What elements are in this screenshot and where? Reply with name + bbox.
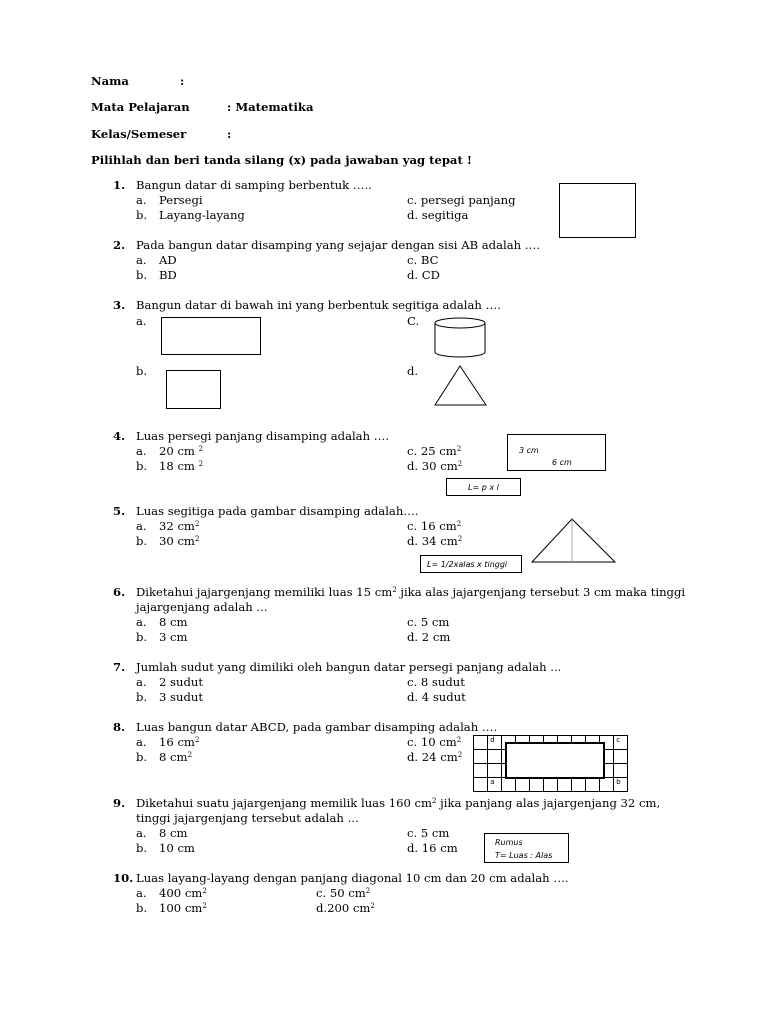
- q3-text: Bangun datar di bawah ini yang berbentuk segitiga adalah ….: [136, 298, 501, 312]
- q10-b-option: 100 $cm^2$: [159, 901, 207, 915]
- q5-c-option: c. 16 $cm^2$: [407, 519, 462, 533]
- q6-a-letter: a.: [136, 615, 147, 629]
- q7-text: Jumlah sudut yang dimiliki oleh bangun datar persegi panjang adalah ...: [136, 660, 562, 674]
- q3-a-rectangle: [161, 317, 261, 355]
- q9-text-line2: tinggi jajargenjang tersebut adalah ...: [136, 811, 359, 825]
- q6-number: 6.: [113, 585, 126, 599]
- q3-b-rectangle: [166, 370, 221, 409]
- q1-number: 1.: [113, 178, 126, 192]
- q9-c-option: c. 5 cm: [407, 826, 450, 840]
- q6-text-line1: Diketahui jajargenjang memiliki luas 15 $cm^2$ jika alas jajargenjang tersebut 3 cm maka tinggi: [136, 585, 686, 599]
- q1-a-letter: a.: [136, 193, 147, 207]
- q4-b-option: 18 cm $^2$: [159, 459, 204, 473]
- q5-b-option: 30 $cm^2$: [159, 534, 200, 548]
- q5-d-option: d. 34 $cm^2$: [407, 534, 463, 548]
- q7-b-letter: b.: [136, 690, 148, 704]
- q6-a-text: 8 cm: [159, 615, 188, 629]
- q3-d-triangle: [433, 364, 489, 408]
- q8-number: 8.: [113, 720, 126, 734]
- q9-b-letter: b.: [136, 841, 148, 855]
- q8-text: Luas bangun datar ABCD, pada gambar disamping adalah ….: [136, 720, 498, 734]
- q4-formula: L= p x l: [468, 483, 499, 492]
- q1-a-text: Persegi: [159, 193, 203, 207]
- q8-d-option: d. 24 $cm^2$: [407, 750, 463, 764]
- q9-rumus-title: Rumus: [495, 838, 523, 847]
- class-label: Kelas/Semeser: [91, 127, 187, 141]
- q6-text-line2: jajargenjang adalah ...: [136, 600, 268, 614]
- q10-number: 10.: [113, 871, 134, 885]
- q1-c-option: c. persegi panjang: [407, 193, 516, 207]
- q1-b-letter: b.: [136, 208, 148, 222]
- q4-b-letter: b.: [136, 459, 148, 473]
- q10-c-option: c. 50 $cm^2$: [316, 886, 371, 900]
- q5-text: Luas segitiga pada gambar disamping adalah….: [136, 504, 419, 518]
- q4-c-option: c. 25 $cm^2$: [407, 444, 462, 458]
- q3-b-letter: b.: [136, 364, 148, 378]
- q1-b-text: Layang-layang: [159, 208, 245, 222]
- q4-a-letter: a.: [136, 444, 147, 458]
- q4-a-option: 20 cm $^2$: [159, 444, 204, 458]
- q6-d-option: d. 2 cm: [407, 630, 451, 644]
- corner-b: b: [616, 778, 621, 786]
- q5-a-letter: a.: [136, 519, 147, 533]
- q2-a-letter: a.: [136, 253, 147, 267]
- subject-label: Mata Pelajaran: [91, 100, 190, 114]
- q4-d-option: d. 30 $cm^2$: [407, 459, 463, 473]
- q7-a-letter: a.: [136, 675, 147, 689]
- q9-a-text: 8 cm: [159, 826, 188, 840]
- q10-a-letter: a.: [136, 886, 147, 900]
- q3-c-letter: C.: [407, 314, 420, 328]
- q2-c-option: c. BC: [407, 253, 439, 267]
- corner-d: d: [490, 736, 495, 744]
- q5-b-letter: b.: [136, 534, 148, 548]
- q7-number: 7.: [113, 660, 126, 674]
- corner-c: c: [616, 736, 621, 744]
- q3-number: 3.: [113, 298, 126, 312]
- q5-number: 5.: [113, 504, 126, 518]
- q5-formula: L= 1/2xalas x tinggi: [427, 560, 508, 569]
- q4-text: Luas persegi panjang disamping adalah ….: [136, 429, 390, 443]
- q2-number: 2.: [113, 238, 126, 252]
- q9-rumus-text: T= Luas : Alas: [495, 851, 553, 860]
- q2-b-text: BD: [159, 268, 177, 282]
- q8-c-option: c. 10 $cm^2$: [407, 735, 462, 749]
- q10-text: Luas layang-layang dengan panjang diagonal 10 cm dan 20 cm adalah ….: [136, 871, 569, 885]
- class-colon: :: [227, 127, 232, 141]
- q9-b-text: 10 cm: [159, 841, 195, 855]
- corner-a: a: [490, 778, 495, 786]
- q4-height-label: 3 cm: [519, 446, 539, 455]
- q8-a-letter: a.: [136, 735, 147, 749]
- q9-number: 9.: [113, 796, 126, 810]
- q8-b-option: 8 $cm^2$: [159, 750, 193, 764]
- q10-d-option: d.200 $cm^2$: [316, 901, 375, 915]
- q8-b-letter: b.: [136, 750, 148, 764]
- q1-d-option: d. segitiga: [407, 208, 469, 222]
- q6-b-letter: b.: [136, 630, 148, 644]
- q3-a-letter: a.: [136, 314, 147, 328]
- q8-abcd-rectangle: [505, 742, 605, 779]
- q9-text-line1: Diketahui suatu jajargenjang memilik luas 160 $cm^2$ jika panjang alas jajargenjang 32 cm,: [136, 796, 661, 810]
- instruction: Pilihlah dan beri tanda silang (x) pada jawaban yag tepat !: [91, 153, 472, 167]
- q3-d-letter: d.: [407, 364, 419, 378]
- q6-c-option: c. 5 cm: [407, 615, 450, 629]
- q7-b-text: 3 sudut: [159, 690, 204, 704]
- q4-width-label: 6 cm: [552, 458, 572, 467]
- q9-d-option: d. 16 cm: [407, 841, 458, 855]
- q4-number: 4.: [113, 429, 126, 443]
- q2-a-text: AD: [159, 253, 177, 267]
- name-label: Nama: [91, 74, 129, 88]
- q2-b-letter: b.: [136, 268, 148, 282]
- q1-text: Bangun datar di samping berbentuk …..: [136, 178, 372, 192]
- q5-figure-triangle: [530, 516, 618, 566]
- q9-a-letter: a.: [136, 826, 147, 840]
- q2-text: Pada bangun datar disamping yang sejajar dengan sisi AB adalah ….: [136, 238, 541, 252]
- q6-b-text: 3 cm: [159, 630, 188, 644]
- q8-a-option: 16 $cm^2$: [159, 735, 200, 749]
- q7-a-text: 2 sudut: [159, 675, 204, 689]
- q10-b-letter: b.: [136, 901, 148, 915]
- q5-a-option: 32 $cm^2$: [159, 519, 200, 533]
- q3-c-cylinder: [433, 316, 489, 360]
- name-colon: :: [180, 74, 185, 88]
- q7-c-option: c. 8 sudut: [407, 675, 465, 689]
- q2-d-option: d. CD: [407, 268, 440, 282]
- q7-d-option: d. 4 sudut: [407, 690, 466, 704]
- q10-a-option: 400 $cm^2$: [159, 886, 207, 900]
- q1-figure-rectangle: [559, 183, 636, 238]
- subject-value: : Matematika: [227, 100, 314, 114]
